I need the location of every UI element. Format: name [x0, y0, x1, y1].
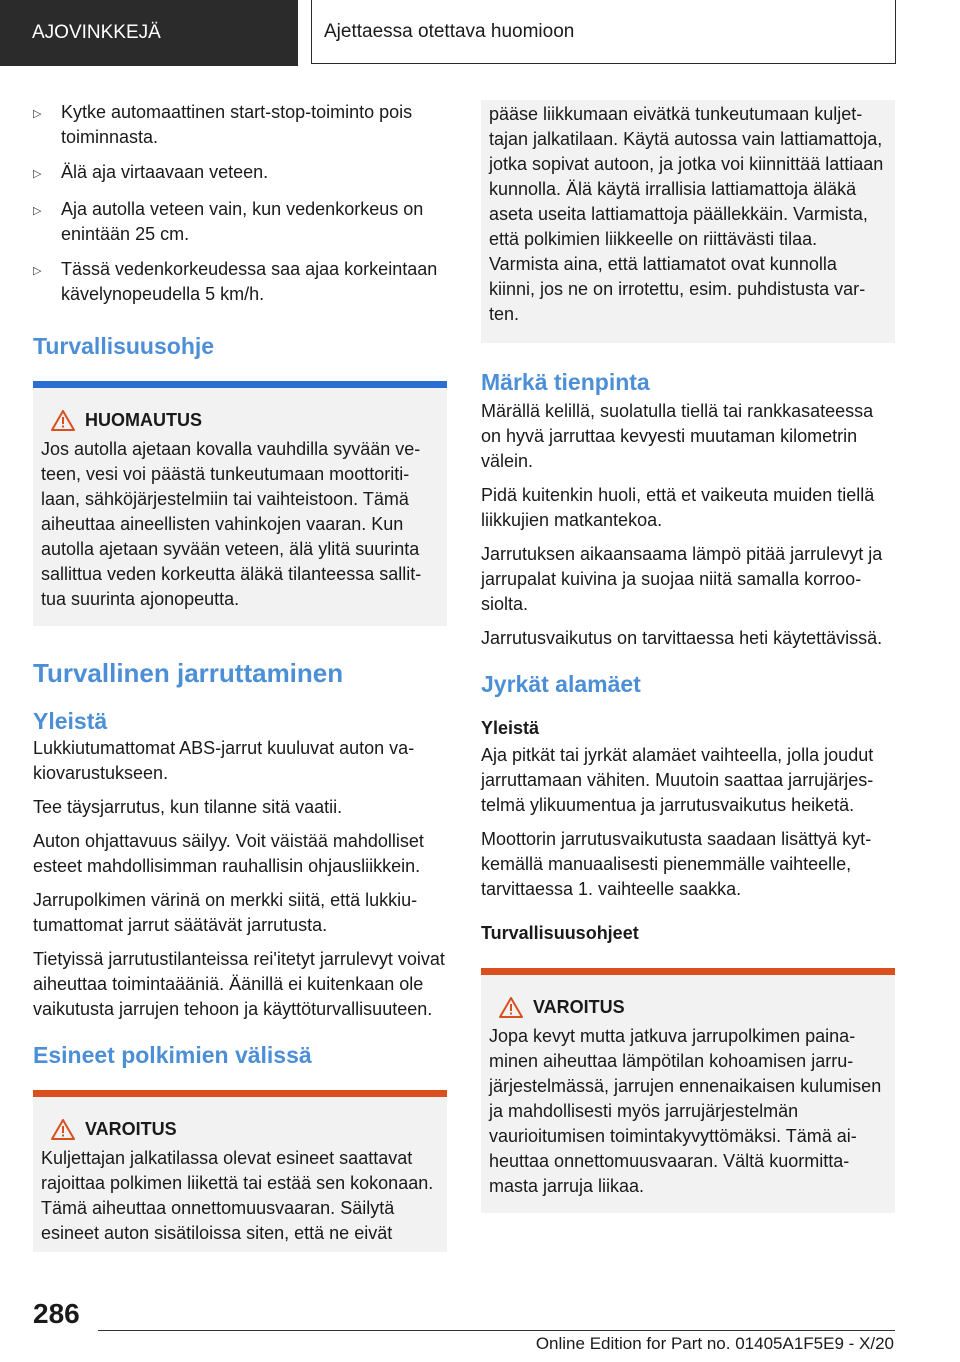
bullet-list	[33, 100, 447, 307]
triangle-bullet-icon: ▷	[33, 205, 42, 217]
warning-text: Jopa kevyt mutta jatkuva jarrupolkimen painaminen aiheuttaa lämpötilan kohoamisen jarrujärjestelmässä, jarrujen ennenaikaisen kulumisen ja mahdollisesti myös jarrujärjestelmän vaurioitumisen toimintakyvyttömäksi. Tämä aiheuttaa onnettomuusvaaran. Vältä kuormittamasta jarruja liikaa.	[489, 1026, 882, 1196]
notice-box	[33, 381, 447, 626]
paragraph: Jarrutusvaikutus on tarvittaessa heti käytettävissä.	[481, 628, 883, 648]
page-number: 286	[33, 1298, 80, 1329]
right-column	[481, 100, 895, 1235]
paragraph: Pidä kuitenkin huoli, että et vaikeuta muiden tiellä liikkujien matkantekoa.	[481, 485, 875, 530]
braking-heading: Turvallinen jarruttaminen	[33, 658, 344, 688]
triangle-bullet-icon: ▷	[33, 168, 42, 180]
paragraph: Jarrupolkimen värinä on merkki siitä, että lukkiutumattomat jarrut säätävät jarrutusta.	[33, 890, 418, 935]
paragraph: Auton ohjattavuus säilyy. Voit väistää mahdolliset esteet mahdollisimman rauhallisin ohjausliikkein.	[33, 831, 424, 876]
triangle-bullet-icon: ▷	[33, 108, 42, 120]
chapter-title: AJOVINKKEJÄ	[0, 0, 298, 66]
safety-heading: Turvallisuusohje	[33, 333, 215, 359]
paragraph: Märällä kelillä, suolatulla tiellä tai rankkasateessa on hyvä jarruttaa kevyesti muutaman kilometrin välein.	[481, 401, 874, 471]
objects-heading: Esineet polkimien välissä	[33, 1042, 312, 1068]
warning-continued-text: pääse liikkumaan eivätkä tunkeutumaan kuljettajan jalkatilaan. Käytä autossa vain lattiamattoja, jotka sopivat autoon, ja jotka voi kiinnittää lattiaan kunnolla. Älä käytä irrallisia lattiamattoja äläkä aseta useita lattiamattoja päällekkäin. Varmista, että polkimien liikkeelle on riittävästi tilaa. Varmista aina, että lattiamatot ovat kunnolla kiinni, jos ne on irrotettu, esim. puhdistusta varten.	[489, 104, 884, 324]
list-item: ▷ Kytke automaattinen start-stop-toiminto pois toiminnasta.	[33, 100, 447, 150]
footer-divider	[98, 1330, 895, 1331]
general-subheading: Yleistä	[481, 718, 540, 738]
paragraph: Tee täysjarrutus, kun tilanne sitä vaatii.	[33, 797, 343, 817]
wet-road-heading: Märkä tienpinta	[481, 369, 650, 395]
page-header	[0, 0, 960, 66]
paragraph: Aja pitkät tai jyrkät alamäet vaihteella, jolla joudut jarruttamaan vähiten. Muutoin saattaa jarrujärjestelmä ylikuumentua ja jarrutusvaikutus heiketä.	[481, 745, 874, 815]
general-heading: Yleistä	[33, 708, 108, 734]
paragraph: Tietyissä jarrutustilanteissa rei'itetyt jarrulevyt voivat aiheuttaa toimintaääniä. Äänillä ei kuitenkaan ole vaikutusta jarrujen tehoon ja käyttöturvallisuuteen.	[33, 949, 445, 1019]
left-column	[33, 100, 447, 1274]
warning-triangle-icon	[489, 997, 533, 1018]
warning-title-row	[41, 1119, 439, 1140]
section-title: Ajettaessa otettava huomioon	[311, 0, 896, 64]
warning-box	[33, 1090, 447, 1252]
paragraph: Jarrutuksen aikaansaama lämpö pitää jarrulevyt ja jarrupalat kuivina ja suojaa niitä samalla korroosiolta.	[481, 544, 883, 614]
list-item: ▷ Tässä vedenkorkeudessa saa ajaa korkeintaan kävelynopeudella 5 km/h.	[33, 257, 447, 307]
warning-title: VAROITUS	[85, 1119, 177, 1139]
warning-continued-box	[481, 100, 895, 343]
paragraph: Moottorin jarrutusvaikutusta saadaan lisättyä kytkemällä manuaalisesti pienemmälle vaihteelle, tarvittaessa 1. vaihteelle saakka.	[481, 829, 872, 899]
slopes-heading: Jyrkät alamäet	[481, 671, 641, 697]
triangle-bullet-icon: ▷	[33, 265, 42, 277]
notice-text: Jos autolla ajetaan kovalla vauhdilla syvään veteen, vesi voi päästä tunkeutumaan moottoritilaan, sähköjärjestelmiin tai vaihteistoon. Tämä aiheuttaa aineellisten vahinkojen vaaran. Kun autolla ajetaan syvään veteen, älä ylitä suurinta sallittua veden korkeutta äläkä tilanteessa sallittua suurinta ajonopeutta.	[41, 439, 422, 609]
warning-title: VAROITUS	[533, 997, 625, 1017]
edition-text: Online Edition for Part no. 01405A1F5E9 - X/20	[535, 1334, 894, 1353]
warning-box	[481, 968, 895, 1213]
warning-text: Kuljettajan jalkatilassa olevat esineet saattavat rajoittaa polkimen liikettä tai estää sen kokonaan. Tämä aiheuttaa onnettomuusvaaran. Säilytä esineet auton sisätiloissa siten, että ne eivät	[41, 1148, 434, 1243]
notice-title-row	[41, 410, 439, 431]
safety-subheading: Turvallisuusohjeet	[481, 923, 639, 943]
list-item: ▷ Älä aja virtaavaan veteen.	[33, 160, 447, 187]
paragraph: Lukkiutumattomat ABS-jarrut kuuluvat auton vakiovarustukseen.	[33, 738, 415, 783]
warning-title-row	[489, 997, 887, 1018]
notice-title: HUOMAUTUS	[85, 410, 202, 430]
warning-triangle-icon	[41, 410, 85, 431]
warning-triangle-icon	[41, 1119, 85, 1140]
list-item: ▷ Aja autolla veteen vain, kun vedenkorkeus on enintään 25 cm.	[33, 197, 447, 247]
